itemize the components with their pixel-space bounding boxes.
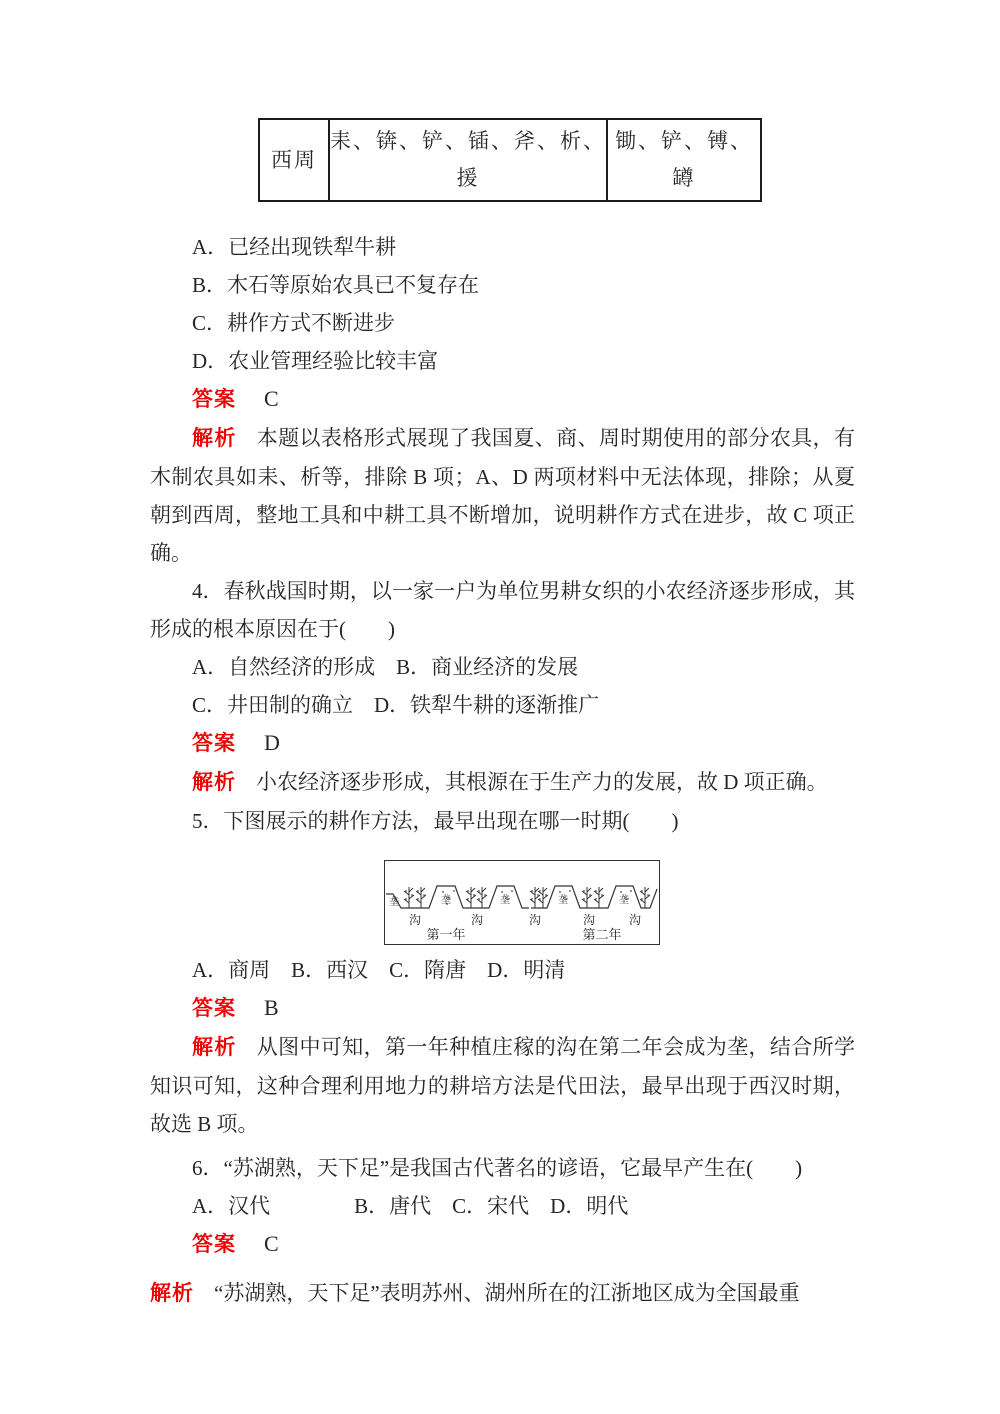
analysis-text: 从图中可知，第一年种植庄稼的沟在第二年会成为垄，结合所学知识可知，这种合理利用地力的耕培方法是代田法，最早出现于西汉时期，故选 B 项。: [150, 1035, 856, 1136]
answer-value: D: [264, 730, 280, 755]
question-5-answer-line: [150, 989, 855, 1028]
year2-caption: 第二年: [582, 927, 622, 942]
daitian-method-figure: [385, 861, 659, 944]
question-5-stem: 5．下图展示的耕作方法，最早出现在哪一时期( ): [192, 809, 679, 833]
question-6-answer-line: [150, 1225, 855, 1264]
question-content: [150, 228, 855, 1313]
table-row: [259, 119, 761, 201]
question-4-answer-line: [150, 724, 855, 763]
answer-label: 答案: [192, 732, 236, 755]
ridge-label: 垄: [389, 897, 399, 908]
question-4-options-cd: C．井田制的确立 D．铁犁牛耕的逐渐推广: [192, 693, 600, 717]
ridge-label: 垄: [558, 895, 568, 906]
period-label: 西周: [271, 147, 317, 172]
furrow-label: 沟: [528, 913, 542, 927]
question-4-options-ab: A．自然经济的形成 B．商业经济的发展: [192, 655, 579, 679]
farm-tools-table: [258, 118, 762, 202]
ridge-label: 垄: [619, 895, 629, 906]
question-3-answer-line: [150, 380, 855, 419]
question-6-options: A．汉代 B．唐代 C．宋代 D．明代: [192, 1194, 629, 1218]
year1-caption: 第一年: [426, 927, 466, 942]
tools-list-line: 锄、铲、镈、: [615, 129, 753, 153]
furrow-label: 沟: [582, 913, 596, 927]
analysis-label: 解析: [192, 771, 236, 794]
answer-label: 答案: [192, 997, 236, 1020]
question-6-analysis: [150, 1274, 855, 1313]
question-5-analysis: [150, 1028, 855, 1143]
question-4-stem: 4．春秋战国时期，以一家一户为单位男耕女织的小农经济逐步形成，其形成的根本原因在于( ): [150, 579, 855, 641]
analysis-label: 解析: [192, 1036, 237, 1059]
answer-value: C: [264, 1231, 279, 1256]
analysis-text: 小农经济逐步形成，其根源在于生产力的发展，故 D 项正确。: [256, 770, 828, 794]
table-cell-tillage-tools: [329, 119, 607, 201]
ridge-label: 垄: [441, 895, 451, 906]
question-3-option-a: A．已经出现铁犁牛耕: [192, 235, 397, 259]
answer-value: C: [264, 386, 279, 411]
analysis-label: 解析: [192, 427, 237, 450]
tillage-method-diagram: [384, 860, 660, 945]
answer-value: B: [264, 995, 279, 1020]
question-3-option-c: C．耕作方式不断进步: [192, 311, 396, 335]
table-cell-period: [259, 119, 329, 201]
furrow-label: 沟: [408, 913, 422, 927]
answer-label: 答案: [192, 1233, 236, 1256]
question-3-option-d: D．农业管理经验比较丰富: [192, 349, 439, 373]
tools-list-line: 罇: [672, 166, 696, 190]
analysis-label: 解析: [150, 1282, 194, 1305]
tools-list-line: 耒、锛、铲、锸、斧、析、: [330, 129, 606, 153]
furrow-label: 沟: [628, 913, 642, 927]
ridge-label: 垄: [500, 895, 510, 906]
furrow-label: 沟: [470, 913, 484, 927]
question-3-analysis: [150, 419, 855, 572]
table-cell-weeding-tools: [607, 119, 761, 201]
question-5-options: A．商周 B．西汉 C．隋唐 D．明清: [192, 958, 566, 982]
question-3-option-b: B．木石等原始农具已不复存在: [192, 273, 480, 297]
year2-ground-line: [531, 886, 657, 908]
tools-list-line: 援: [456, 166, 480, 190]
question-6-stem: 6．“苏湖熟，天下足”是我国古代著名的谚语，它最早产生在( ): [192, 1156, 803, 1180]
analysis-text: “苏湖熟，天下足”表明苏州、湖州所在的江浙地区成为全国最重: [214, 1281, 800, 1305]
answer-label: 答案: [192, 388, 236, 411]
analysis-text: 本题以表格形式展现了我国夏、商、周时期使用的部分农具，有木制农具如耒、析等，排除 B 项；A、D 两项材料中无法体现，排除；从夏朝到西周，整地工具和中耕工具不断增加，说明耕作方式在进步，故 C 项正确。: [150, 426, 856, 565]
question-4-analysis: [150, 763, 855, 802]
